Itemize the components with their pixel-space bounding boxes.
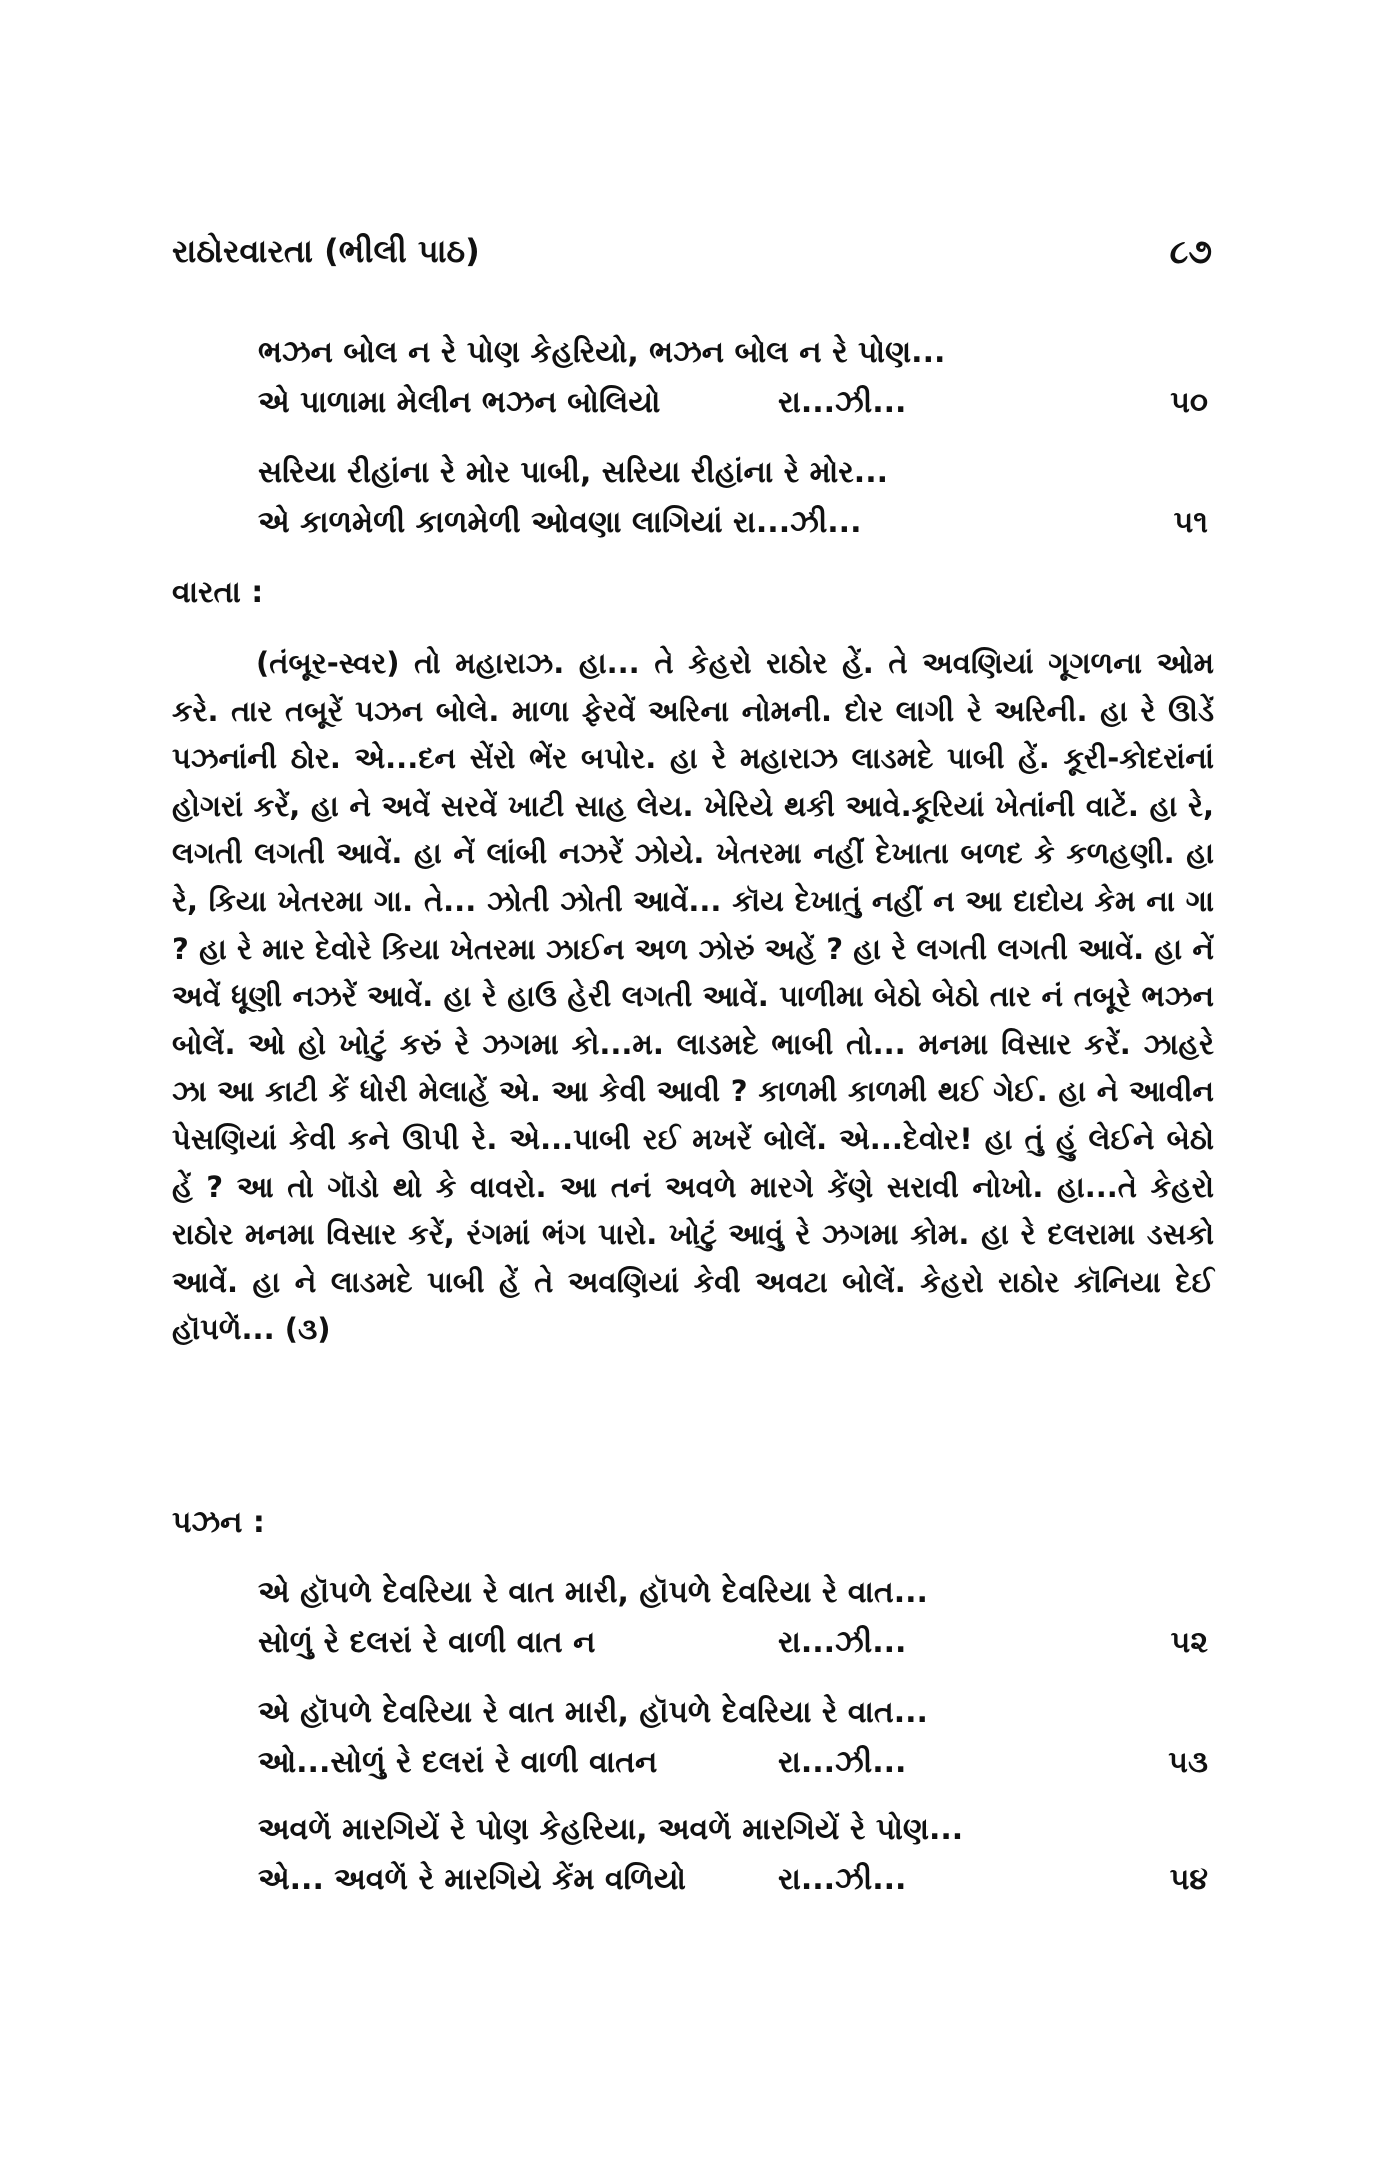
verse-text: એ... અવળેં રે મારગિયે કેંમ વળિયો xyxy=(258,1862,686,1897)
verse-number: ૫૪ xyxy=(1169,1862,1208,1897)
verse-block xyxy=(258,1575,1208,1675)
verse-refrain: રા...ઝી... xyxy=(778,1625,907,1660)
verse-line xyxy=(258,1862,1208,1912)
verse-text: એ હૉપળે દેવરિયા રે વાત મારી, હૉપળે દેવરિયા રે વાત... xyxy=(258,1575,928,1610)
story-paragraph: (તંબૂર-સ્વર) તો મહારાઝ. હા... તે કેહરો રાઠોર હેં. તે અવણિયાં ગૂગળના ઓમ કરે. તાર તબૂરેં પઝન બોલે. માળા ફેરવેં અરિના નોમની. દોર લાગી રે અરિની. હા રે ઊડેં પઝનાંની ઠોર. એ...દન સેંરો ભેંર બપોર. હા રે મહારાઝ લાડમદે પાબી હેં. કૂરી-કોદરાંનાં હોગરાં કરેં, હા ને અવેં સરવેં ખાટી સાહ લેય. ખેરિયે થકી આવે.કૂરિયાં ખેતાંની વાટેં. હા રે, લગતી લગતી આવેં. હા નેં લાંબી નઝરેં ઝોયે. ખેતરમા નહીં દેખાતા બળદ કે કળહણી. હા રે, કિયા ખેતરમા ગા. તે... ઝોતી ઝોતી આવેં... કૉય દેખાતું નહીં ન આ દાદોય કેમ ના ગા ? હા રે માર દેવોરે કિયા ખેતરમા ઝાઈન અળ ઝોરું અહેં ? હા રે લગતી લગતી આવેં. હા નેં અવેં ધૂણી નઝરેં આવેં. હા રે હાઉ હેરી લગતી આવેં. પાળીમા બેઠો બેઠો તાર નં તબૂરે ભઝન બોલેં. ઓ હો ખોટું કરું રે ઝગમા કો...મ. લાડમદે ભાબી તો... મનમા વિસાર કરેં. ઝાહરે ઝા આ કાટી કેં ધોરી મેલાહેં એ. આ કેવી આવી ? કાળમી કાળમી થઈ ગેઈ. હા ને આવીન પેસણિયાં કેવી કને ઊપી રે. એ...પાબી રઈ મખરેં બોલેં. એ...દેવોર! હા તું હું લેઈને બેઠો હેં ? આ તો ગૉડો થો કે વાવરો. આ તનં અવળે મારગે કેંણે સરાવી નોખો. હા...તે કેહરો રાઠોર મનમા વિસાર કરેં, રંગમાં ભંગ પારો. ખોટું આવું રે ઝગમા કોમ. હા રે દલરામા ડસકો આવેં. હા ને લાડમદે પાબી હેં તે અવણિયાં કેવી અવટા બોલેં. કેહરો રાઠોર કૉનિયા દેઈ હૉપળેં... (૩) xyxy=(172,646,1214,1347)
verse-text: એ કાળમેળી કાળમેળી ઓવણા લાગિયાં રા...ઝી... xyxy=(258,505,862,540)
verse-refrain: રા...ઝી... xyxy=(778,385,907,420)
verse-line xyxy=(258,505,1208,555)
page-header xyxy=(172,232,1212,292)
verse-line xyxy=(258,385,1208,435)
verse-line xyxy=(258,1575,1208,1625)
verse-line xyxy=(258,1812,1208,1862)
verse-number: ૫૩ xyxy=(1168,1745,1208,1780)
verse-text: ઓ...સોળું રે દલરાં રે વાળી વાતન xyxy=(258,1745,658,1780)
verse-line xyxy=(258,455,1208,505)
verse-block xyxy=(258,1695,1208,1795)
page-number: ૮૭ xyxy=(1169,232,1212,272)
verse-line xyxy=(258,1745,1208,1795)
verse-block xyxy=(258,1812,1208,1912)
verse-text: સરિયા રીહાંના રે મોર પાબી, સરિયા રીહાંના રે મોર... xyxy=(258,455,888,490)
verse-number: ૫૦ xyxy=(1170,385,1208,420)
running-title: રાઠોરવારતા (ભીલી પાઠ) xyxy=(172,232,480,270)
verse-line xyxy=(258,1695,1208,1745)
verse-number: ૫૨ xyxy=(1170,1625,1208,1660)
verse-refrain: રા...ઝી... xyxy=(778,1862,907,1897)
verse-refrain: રા...ઝી... xyxy=(778,1745,907,1780)
verse-number: ૫૧ xyxy=(1173,505,1208,540)
verse-block xyxy=(258,335,1208,435)
section-label-story: વારતા : xyxy=(172,575,264,610)
verse-line xyxy=(258,335,1208,385)
verse-text: સોળું રે દલરાં રે વાળી વાત ન xyxy=(258,1625,596,1660)
verse-line xyxy=(258,1625,1208,1675)
verse-text: ભઝન બોલ ન રે પોણ કેહરિયો, ભઝન બોલ ન રે પોણ... xyxy=(258,335,946,370)
verse-text: અવળેં મારગિયેં રે પોણ કેહરિયા, અવળેં મારગિયેં રે પોણ... xyxy=(258,1812,964,1847)
verse-block xyxy=(258,455,1208,555)
verse-text: એ હૉપળે દેવરિયા રે વાત મારી, હૉપળે દેવરિયા રે વાત... xyxy=(258,1695,928,1730)
section-label-bhajan: પઝન : xyxy=(172,1505,265,1540)
verse-text: એ પાળામા મેલીન ભઝન બોલિયો xyxy=(258,385,661,420)
